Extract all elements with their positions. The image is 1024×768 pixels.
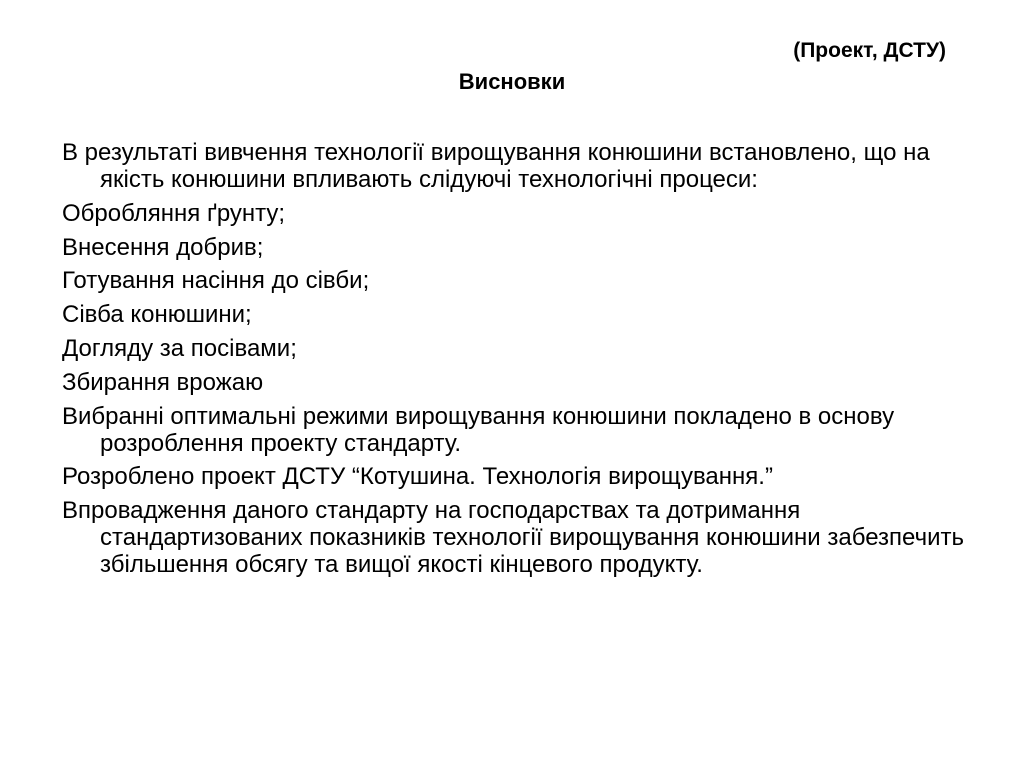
list-item-soil-tillage: Обробляння ґрунту; xyxy=(62,199,286,227)
paragraph-optimal-modes: Вибранні оптимальні режими вирощування конюшини покладено в основу розроблення проекту стандарту. xyxy=(62,402,895,457)
list-item-seed-preparation: Готування насіння до сівби; xyxy=(62,267,370,295)
list-item-fertilizing: Внесення добрив; xyxy=(62,233,264,261)
slide-title: Висновки xyxy=(458,69,566,94)
paragraph-intro: В результаті вивчення технології вирощування конюшини встановлено, що на якість конюшини впливають слідуючі технологічні процеси: xyxy=(62,139,930,193)
conclusions-text xyxy=(62,139,972,585)
list-item-harvesting: Збирання врожаю xyxy=(62,368,264,396)
project-note: (Проект, ДСТУ) xyxy=(793,39,946,62)
list-item-crop-care: Догляду за посівами; xyxy=(62,334,297,362)
list-item-sowing: Сівба конюшини; xyxy=(62,301,252,329)
paragraph-implementation: Впровадження даного стандарту на господарствах та дотримання стандартизованих показників технології вирощування конюшини забезпечить збільшення обсягу та вищої якості кінцевого продукту. xyxy=(62,497,964,579)
paragraph-dstu-project: Розроблено проект ДСТУ “Котушина. Технологія вирощування.” xyxy=(62,463,773,491)
